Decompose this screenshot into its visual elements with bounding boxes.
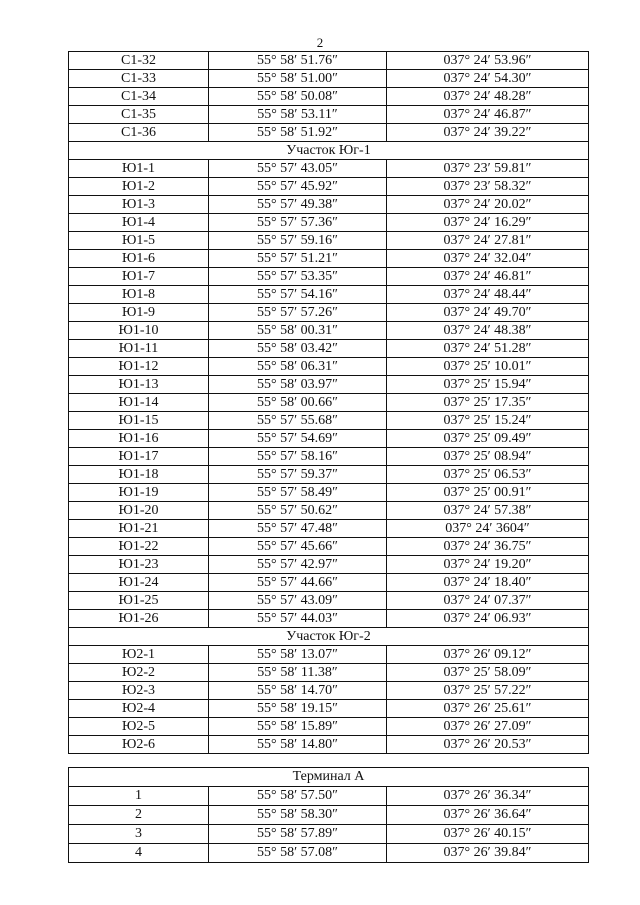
longitude-cell: 037° 24′ 48.28″ — [387, 88, 589, 106]
longitude-cell: 037° 24′ 06.93″ — [387, 610, 589, 628]
table-row — [69, 70, 589, 88]
latitude-cell: 55° 58′ 15.89″ — [209, 718, 387, 736]
table-row — [69, 286, 589, 304]
terminal-a-table-body — [69, 768, 589, 863]
table-row — [69, 178, 589, 196]
table-row — [69, 88, 589, 106]
table-row — [69, 664, 589, 682]
longitude-cell: 037° 24′ 48.44″ — [387, 286, 589, 304]
table-row — [69, 358, 589, 376]
table-row — [69, 322, 589, 340]
longitude-cell: 037° 24′ 07.37″ — [387, 592, 589, 610]
latitude-cell: 55° 57′ 51.21″ — [209, 250, 387, 268]
latitude-cell: 55° 58′ 13.07″ — [209, 646, 387, 664]
section-title: Участок Юг-2 — [69, 628, 589, 646]
table-row — [69, 304, 589, 322]
table-row — [69, 466, 589, 484]
table-row — [69, 484, 589, 502]
table-row — [69, 196, 589, 214]
point-id-cell: Ю1-7 — [69, 268, 209, 286]
longitude-cell: 037° 25′ 10.01″ — [387, 358, 589, 376]
terminal-title: Терминал А — [69, 768, 589, 787]
latitude-cell: 55° 57′ 50.62″ — [209, 502, 387, 520]
point-id-cell: 3 — [69, 825, 209, 844]
point-id-cell: 2 — [69, 806, 209, 825]
point-id-cell: С1-35 — [69, 106, 209, 124]
point-id-cell: 1 — [69, 787, 209, 806]
longitude-cell: 037° 26′ 27.09″ — [387, 718, 589, 736]
longitude-cell: 037° 25′ 58.09″ — [387, 664, 589, 682]
point-id-cell: С1-34 — [69, 88, 209, 106]
longitude-cell: 037° 24′ 54.30″ — [387, 70, 589, 88]
latitude-cell: 55° 58′ 19.15″ — [209, 700, 387, 718]
table-row — [69, 825, 589, 844]
latitude-cell: 55° 57′ 49.38″ — [209, 196, 387, 214]
point-id-cell: Ю1-5 — [69, 232, 209, 250]
longitude-cell: 037° 26′ 20.53″ — [387, 736, 589, 754]
point-id-cell: Ю1-10 — [69, 322, 209, 340]
table-row — [69, 610, 589, 628]
table-row — [69, 124, 589, 142]
latitude-cell: 55° 57′ 45.66″ — [209, 538, 387, 556]
section-header-row — [69, 142, 589, 160]
latitude-cell: 55° 58′ 03.42″ — [209, 340, 387, 358]
longitude-cell: 037° 24′ 46.81″ — [387, 268, 589, 286]
latitude-cell: 55° 58′ 57.89″ — [209, 825, 387, 844]
longitude-cell: 037° 24′ 18.40″ — [387, 574, 589, 592]
longitude-cell: 037° 25′ 57.22″ — [387, 682, 589, 700]
latitude-cell: 55° 58′ 00.66″ — [209, 394, 387, 412]
latitude-cell: 55° 58′ 57.50″ — [209, 787, 387, 806]
latitude-cell: 55° 58′ 03.97″ — [209, 376, 387, 394]
latitude-cell: 55° 58′ 14.80″ — [209, 736, 387, 754]
point-id-cell: Ю1-8 — [69, 286, 209, 304]
latitude-cell: 55° 57′ 43.09″ — [209, 592, 387, 610]
point-id-cell: Ю1-25 — [69, 592, 209, 610]
longitude-cell: 037° 26′ 40.15″ — [387, 825, 589, 844]
table-row — [69, 502, 589, 520]
latitude-cell: 55° 58′ 57.08″ — [209, 844, 387, 863]
longitude-cell: 037° 24′ 53.96″ — [387, 52, 589, 70]
point-id-cell: Ю1-20 — [69, 502, 209, 520]
point-id-cell: Ю1-13 — [69, 376, 209, 394]
latitude-cell: 55° 58′ 50.08″ — [209, 88, 387, 106]
longitude-cell: 037° 25′ 09.49″ — [387, 430, 589, 448]
longitude-cell: 037° 26′ 25.61″ — [387, 700, 589, 718]
table-row — [69, 556, 589, 574]
table-row — [69, 106, 589, 124]
point-id-cell: Ю1-15 — [69, 412, 209, 430]
longitude-cell: 037° 24′ 19.20″ — [387, 556, 589, 574]
section-title: Участок Юг-1 — [69, 142, 589, 160]
longitude-cell: 037° 24′ 16.29″ — [387, 214, 589, 232]
point-id-cell: Ю1-19 — [69, 484, 209, 502]
table-row — [69, 806, 589, 825]
point-id-cell: Ю2-5 — [69, 718, 209, 736]
latitude-cell: 55° 57′ 53.35″ — [209, 268, 387, 286]
latitude-cell: 55° 57′ 59.37″ — [209, 466, 387, 484]
table-row — [69, 52, 589, 70]
latitude-cell: 55° 57′ 58.16″ — [209, 448, 387, 466]
latitude-cell: 55° 57′ 58.49″ — [209, 484, 387, 502]
longitude-cell: 037° 24′ 39.22″ — [387, 124, 589, 142]
longitude-cell: 037° 25′ 15.94″ — [387, 376, 589, 394]
point-id-cell: Ю1-3 — [69, 196, 209, 214]
longitude-cell: 037° 25′ 17.35″ — [387, 394, 589, 412]
latitude-cell: 55° 58′ 11.38″ — [209, 664, 387, 682]
latitude-cell: 55° 58′ 51.92″ — [209, 124, 387, 142]
table-row — [69, 700, 589, 718]
longitude-cell: 037° 25′ 08.94″ — [387, 448, 589, 466]
table-row — [69, 844, 589, 863]
latitude-cell: 55° 58′ 00.31″ — [209, 322, 387, 340]
longitude-cell: 037° 23′ 59.81″ — [387, 160, 589, 178]
point-id-cell: Ю2-6 — [69, 736, 209, 754]
point-id-cell: Ю1-18 — [69, 466, 209, 484]
latitude-cell: 55° 57′ 57.36″ — [209, 214, 387, 232]
longitude-cell: 037° 26′ 09.12″ — [387, 646, 589, 664]
point-id-cell: Ю1-23 — [69, 556, 209, 574]
table-row — [69, 520, 589, 538]
longitude-cell: 037° 24′ 3604″ — [387, 520, 589, 538]
latitude-cell: 55° 57′ 43.05″ — [209, 160, 387, 178]
terminal-title-row — [69, 768, 589, 787]
point-id-cell: С1-32 — [69, 52, 209, 70]
coordinates-table-body — [69, 52, 589, 754]
table-row — [69, 376, 589, 394]
longitude-cell: 037° 24′ 32.04″ — [387, 250, 589, 268]
longitude-cell: 037° 25′ 15.24″ — [387, 412, 589, 430]
table-row — [69, 430, 589, 448]
point-id-cell: Ю1-6 — [69, 250, 209, 268]
point-id-cell: Ю1-16 — [69, 430, 209, 448]
longitude-cell: 037° 24′ 27.81″ — [387, 232, 589, 250]
longitude-cell: 037° 26′ 36.64″ — [387, 806, 589, 825]
point-id-cell: Ю1-9 — [69, 304, 209, 322]
point-id-cell: Ю1-14 — [69, 394, 209, 412]
table-row — [69, 232, 589, 250]
table-row — [69, 214, 589, 232]
longitude-cell: 037° 25′ 06.53″ — [387, 466, 589, 484]
coordinates-table — [68, 51, 589, 754]
table-row — [69, 592, 589, 610]
latitude-cell: 55° 57′ 57.26″ — [209, 304, 387, 322]
section-header-row — [69, 628, 589, 646]
point-id-cell: Ю1-12 — [69, 358, 209, 376]
longitude-cell: 037° 26′ 39.84″ — [387, 844, 589, 863]
table-row — [69, 574, 589, 592]
latitude-cell: 55° 57′ 59.16″ — [209, 232, 387, 250]
latitude-cell: 55° 57′ 55.68″ — [209, 412, 387, 430]
latitude-cell: 55° 57′ 44.03″ — [209, 610, 387, 628]
point-id-cell: Ю2-2 — [69, 664, 209, 682]
latitude-cell: 55° 58′ 51.00″ — [209, 70, 387, 88]
table-row — [69, 448, 589, 466]
point-id-cell: Ю2-4 — [69, 700, 209, 718]
latitude-cell: 55° 57′ 54.16″ — [209, 286, 387, 304]
longitude-cell: 037° 24′ 49.70″ — [387, 304, 589, 322]
table-row — [69, 646, 589, 664]
table-row — [69, 250, 589, 268]
longitude-cell: 037° 24′ 36.75″ — [387, 538, 589, 556]
latitude-cell: 55° 58′ 51.76″ — [209, 52, 387, 70]
latitude-cell: 55° 57′ 45.92″ — [209, 178, 387, 196]
point-id-cell: Ю1-11 — [69, 340, 209, 358]
point-id-cell: Ю1-4 — [69, 214, 209, 232]
latitude-cell: 55° 57′ 47.48″ — [209, 520, 387, 538]
terminal-a-table — [68, 767, 589, 863]
point-id-cell: Ю1-2 — [69, 178, 209, 196]
longitude-cell: 037° 25′ 00.91″ — [387, 484, 589, 502]
table-row — [69, 736, 589, 754]
latitude-cell: 55° 58′ 06.31″ — [209, 358, 387, 376]
longitude-cell: 037° 23′ 58.32″ — [387, 178, 589, 196]
table-row — [69, 268, 589, 286]
latitude-cell: 55° 58′ 58.30″ — [209, 806, 387, 825]
longitude-cell: 037° 24′ 51.28″ — [387, 340, 589, 358]
longitude-cell: 037° 24′ 48.38″ — [387, 322, 589, 340]
table-row — [69, 682, 589, 700]
point-id-cell: Ю1-1 — [69, 160, 209, 178]
point-id-cell: С1-33 — [69, 70, 209, 88]
longitude-cell: 037° 24′ 20.02″ — [387, 196, 589, 214]
point-id-cell: С1-36 — [69, 124, 209, 142]
longitude-cell: 037° 26′ 36.34″ — [387, 787, 589, 806]
table-row — [69, 394, 589, 412]
latitude-cell: 55° 58′ 53.11″ — [209, 106, 387, 124]
point-id-cell: 4 — [69, 844, 209, 863]
latitude-cell: 55° 57′ 54.69″ — [209, 430, 387, 448]
longitude-cell: 037° 24′ 57.38″ — [387, 502, 589, 520]
point-id-cell: Ю1-22 — [69, 538, 209, 556]
point-id-cell: Ю1-21 — [69, 520, 209, 538]
table-row — [69, 787, 589, 806]
table-row — [69, 718, 589, 736]
page-number: 2 — [316, 35, 324, 50]
latitude-cell: 55° 58′ 14.70″ — [209, 682, 387, 700]
table-row — [69, 340, 589, 358]
point-id-cell: Ю2-1 — [69, 646, 209, 664]
table-row — [69, 412, 589, 430]
longitude-cell: 037° 24′ 46.87″ — [387, 106, 589, 124]
latitude-cell: 55° 57′ 42.97″ — [209, 556, 387, 574]
point-id-cell: Ю1-24 — [69, 574, 209, 592]
latitude-cell: 55° 57′ 44.66″ — [209, 574, 387, 592]
point-id-cell: Ю2-3 — [69, 682, 209, 700]
table-row — [69, 160, 589, 178]
point-id-cell: Ю1-17 — [69, 448, 209, 466]
table-row — [69, 538, 589, 556]
point-id-cell: Ю1-26 — [69, 610, 209, 628]
